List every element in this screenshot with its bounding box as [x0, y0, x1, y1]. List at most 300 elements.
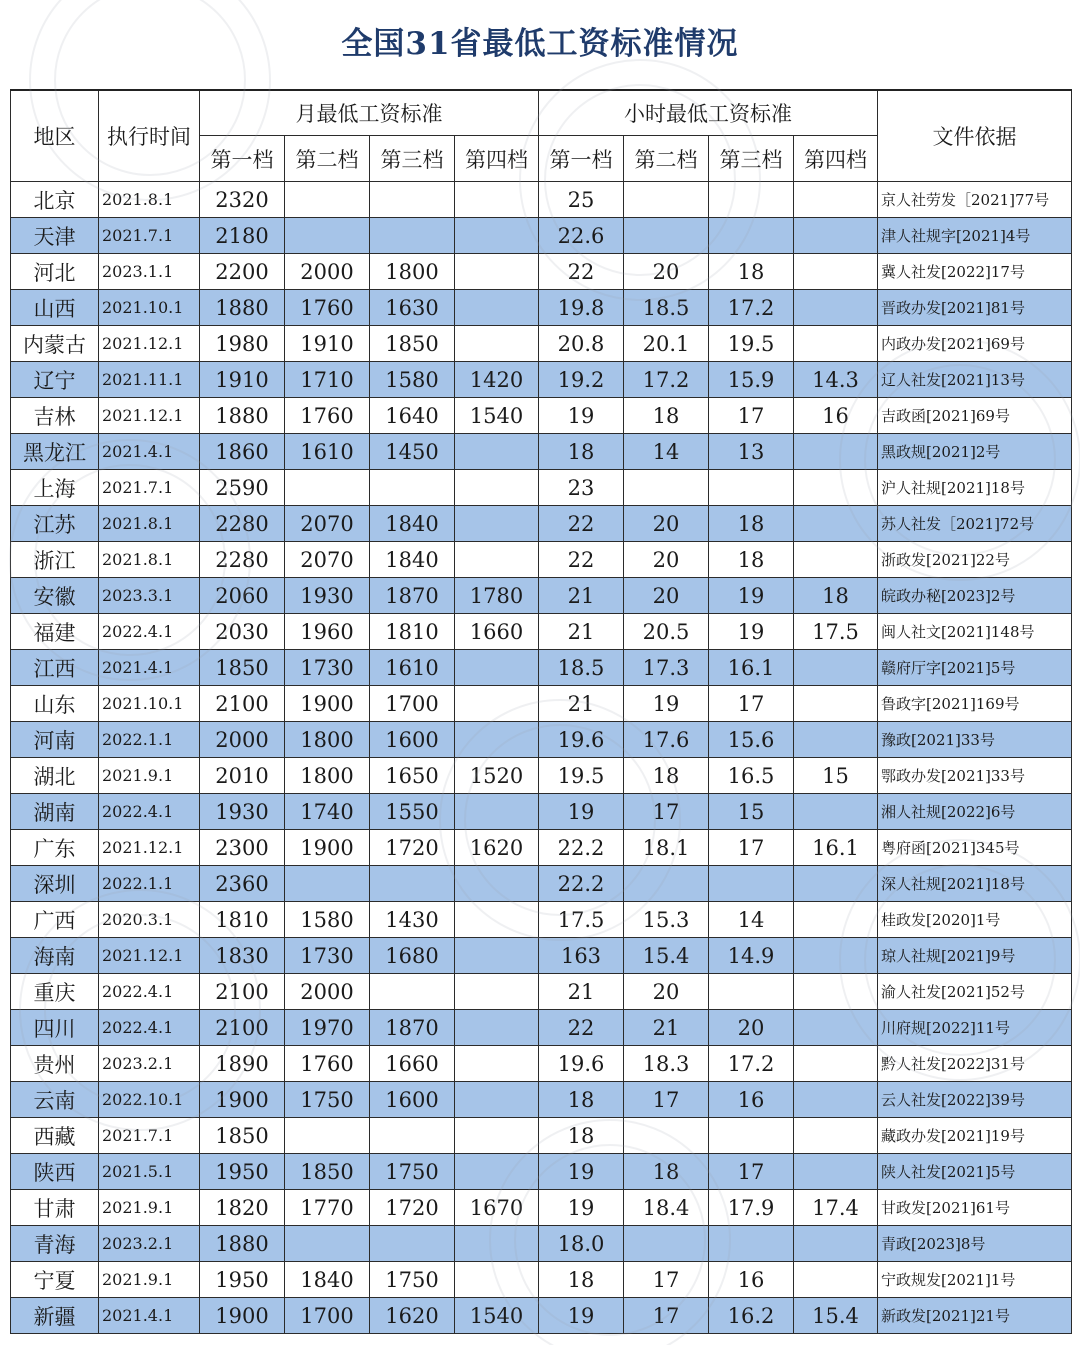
hourly-tier-4-cell — [794, 326, 878, 362]
date-cell: 2021.8.1 — [99, 506, 200, 542]
table-row — [11, 470, 1072, 506]
table-row — [11, 1154, 1072, 1190]
region-cell: 云南 — [11, 1082, 99, 1118]
hourly-tier-4-cell: 14.3 — [794, 362, 878, 398]
monthly-tier-3-cell — [370, 974, 455, 1010]
hourly-tier-4-cell — [794, 722, 878, 758]
date-cell: 2022.4.1 — [99, 974, 200, 1010]
hourly-tier-1-cell: 21 — [539, 686, 624, 722]
region-cell: 河北 — [11, 254, 99, 290]
monthly-tier-2-cell: 1910 — [285, 326, 370, 362]
hourly-tier-1-cell: 22.2 — [539, 830, 624, 866]
monthly-tier-3-cell: 1580 — [370, 362, 455, 398]
hourly-tier-2-cell: 18 — [624, 758, 709, 794]
hourly-tier-2-cell: 17 — [624, 1262, 709, 1298]
hourly-tier-2-cell: 14 — [624, 434, 709, 470]
monthly-tier-3-cell: 1600 — [370, 1082, 455, 1118]
hourly-tier-3-cell: 15.9 — [709, 362, 794, 398]
monthly-tier-3-cell: 1680 — [370, 938, 455, 974]
hourly-tier-4-cell: 18 — [794, 578, 878, 614]
monthly-tier-1-cell: 1850 — [200, 650, 285, 686]
monthly-tier-2-cell: 1740 — [285, 794, 370, 830]
table-row — [11, 722, 1072, 758]
hourly-tier-2-cell: 17.3 — [624, 650, 709, 686]
monthly-tier-2-cell: 2070 — [285, 506, 370, 542]
hourly-tier-3-cell — [709, 470, 794, 506]
monthly-tier-2-cell: 1700 — [285, 1298, 370, 1334]
monthly-tier-1-cell: 1880 — [200, 1226, 285, 1262]
hourly-tier-1-cell: 19 — [539, 794, 624, 830]
monthly-tier-1-cell: 2300 — [200, 830, 285, 866]
hourly-tier-1-cell: 19 — [539, 1190, 624, 1226]
table-row — [11, 290, 1072, 326]
date-cell: 2021.7.1 — [99, 218, 200, 254]
monthly-tier-3-cell: 1750 — [370, 1154, 455, 1190]
date-cell: 2023.1.1 — [99, 254, 200, 290]
monthly-tier-2-cell: 1900 — [285, 830, 370, 866]
hourly-tier-4-cell: 16.1 — [794, 830, 878, 866]
hourly-tier-1-cell: 22 — [539, 254, 624, 290]
monthly-tier-3-cell — [370, 866, 455, 902]
monthly-tier-1-cell: 1950 — [200, 1154, 285, 1190]
monthly-tier-1-cell: 2100 — [200, 974, 285, 1010]
date-cell: 2021.9.1 — [99, 1262, 200, 1298]
table-row — [11, 938, 1072, 974]
hourly-tier-4-cell — [794, 506, 878, 542]
hourly-tier-3-cell: 15.6 — [709, 722, 794, 758]
date-cell: 2021.11.1 — [99, 362, 200, 398]
monthly-tier-3-cell: 1430 — [370, 902, 455, 938]
hourly-tier-2-cell: 17.6 — [624, 722, 709, 758]
document-cell: 闽人社文[2021]148号 — [878, 614, 1072, 650]
hourly-tier-2-cell — [624, 1226, 709, 1262]
region-cell: 青海 — [11, 1226, 99, 1262]
hourly-tier-2-cell: 18 — [624, 398, 709, 434]
monthly-tier-3-cell: 1840 — [370, 506, 455, 542]
monthly-tier-3-cell: 1840 — [370, 542, 455, 578]
document-cell: 津人社规字[2021]4号 — [878, 218, 1072, 254]
header-date: 执行时间 — [99, 90, 200, 182]
monthly-tier-1-cell: 2360 — [200, 866, 285, 902]
monthly-tier-3-cell: 1720 — [370, 1190, 455, 1226]
monthly-tier-3-cell: 1850 — [370, 326, 455, 362]
monthly-tier-4-cell — [455, 650, 539, 686]
monthly-tier-1-cell: 2100 — [200, 1010, 285, 1046]
table-row — [11, 650, 1072, 686]
monthly-tier-4-cell — [455, 938, 539, 974]
hourly-tier-3-cell: 14.9 — [709, 938, 794, 974]
monthly-tier-2-cell: 1730 — [285, 938, 370, 974]
table-row — [11, 182, 1072, 218]
monthly-tier-2-cell — [285, 218, 370, 254]
monthly-tier-4-cell — [455, 254, 539, 290]
monthly-tier-3-cell: 1660 — [370, 1046, 455, 1082]
hourly-tier-3-cell: 16 — [709, 1082, 794, 1118]
document-cell: 琼人社规[2021]9号 — [878, 938, 1072, 974]
date-cell: 2021.9.1 — [99, 758, 200, 794]
document-cell: 浙政发[2021]22号 — [878, 542, 1072, 578]
hourly-tier-2-cell: 20 — [624, 578, 709, 614]
region-cell: 山东 — [11, 686, 99, 722]
hourly-tier-1-cell: 21 — [539, 974, 624, 1010]
hourly-tier-2-cell: 20 — [624, 542, 709, 578]
monthly-tier-4-cell — [455, 1010, 539, 1046]
monthly-tier-1-cell: 2010 — [200, 758, 285, 794]
date-cell: 2022.1.1 — [99, 722, 200, 758]
hourly-tier-4-cell — [794, 794, 878, 830]
hourly-tier-3-cell: 15 — [709, 794, 794, 830]
monthly-tier-2-cell: 1900 — [285, 686, 370, 722]
region-cell: 上海 — [11, 470, 99, 506]
document-cell: 陕人社发[2021]5号 — [878, 1154, 1072, 1190]
document-cell: 川府规[2022]11号 — [878, 1010, 1072, 1046]
date-cell: 2021.4.1 — [99, 434, 200, 470]
table-row — [11, 326, 1072, 362]
hourly-tier-2-cell: 19 — [624, 686, 709, 722]
monthly-tier-3-cell: 1720 — [370, 830, 455, 866]
document-cell: 苏人社发［2021]72号 — [878, 506, 1072, 542]
monthly-tier-4-cell — [455, 1226, 539, 1262]
table-row — [11, 578, 1072, 614]
hourly-tier-2-cell: 20 — [624, 254, 709, 290]
hourly-tier-3-cell: 16.5 — [709, 758, 794, 794]
hourly-tier-1-cell: 21 — [539, 614, 624, 650]
hourly-tier-3-cell: 17 — [709, 830, 794, 866]
monthly-tier-3-cell: 1550 — [370, 794, 455, 830]
hourly-tier-1-cell: 22.6 — [539, 218, 624, 254]
monthly-tier-4-cell: 1520 — [455, 758, 539, 794]
monthly-tier-3-cell — [370, 1118, 455, 1154]
table-row — [11, 1082, 1072, 1118]
monthly-tier-1-cell: 2200 — [200, 254, 285, 290]
monthly-tier-4-cell — [455, 470, 539, 506]
date-cell: 2021.7.1 — [99, 470, 200, 506]
header-hourly-tier-3: 第三档 — [709, 136, 794, 182]
region-cell: 四川 — [11, 1010, 99, 1046]
monthly-tier-4-cell — [455, 1262, 539, 1298]
header-monthly-tier-2: 第二档 — [285, 136, 370, 182]
monthly-tier-3-cell — [370, 218, 455, 254]
table-row — [11, 398, 1072, 434]
page-title: 全国31省最低工资标准情况 — [341, 26, 739, 62]
monthly-tier-3-cell — [370, 1226, 455, 1262]
monthly-tier-4-cell: 1670 — [455, 1190, 539, 1226]
monthly-tier-4-cell — [455, 506, 539, 542]
monthly-tier-2-cell: 1840 — [285, 1262, 370, 1298]
hourly-tier-3-cell — [709, 218, 794, 254]
monthly-tier-2-cell: 1800 — [285, 758, 370, 794]
monthly-tier-3-cell — [370, 470, 455, 506]
monthly-tier-4-cell: 1660 — [455, 614, 539, 650]
monthly-tier-3-cell: 1620 — [370, 1298, 455, 1334]
monthly-tier-4-cell — [455, 290, 539, 326]
document-cell: 新政发[2021]21号 — [878, 1298, 1072, 1334]
monthly-tier-1-cell: 2000 — [200, 722, 285, 758]
document-cell: 辽人社发[2021]13号 — [878, 362, 1072, 398]
region-cell: 宁夏 — [11, 1262, 99, 1298]
monthly-tier-3-cell: 1750 — [370, 1262, 455, 1298]
hourly-tier-3-cell: 17.9 — [709, 1190, 794, 1226]
hourly-tier-1-cell: 19.5 — [539, 758, 624, 794]
monthly-tier-3-cell: 1450 — [370, 434, 455, 470]
hourly-tier-2-cell: 18.1 — [624, 830, 709, 866]
region-cell: 吉林 — [11, 398, 99, 434]
monthly-tier-2-cell: 1800 — [285, 722, 370, 758]
hourly-tier-1-cell: 22.2 — [539, 866, 624, 902]
hourly-tier-1-cell: 25 — [539, 182, 624, 218]
hourly-tier-3-cell: 14 — [709, 902, 794, 938]
table-row — [11, 1046, 1072, 1082]
hourly-tier-2-cell — [624, 1118, 709, 1154]
monthly-tier-1-cell: 2180 — [200, 218, 285, 254]
monthly-tier-2-cell — [285, 866, 370, 902]
hourly-tier-4-cell: 17.4 — [794, 1190, 878, 1226]
monthly-tier-1-cell: 1880 — [200, 290, 285, 326]
hourly-tier-1-cell: 19.6 — [539, 722, 624, 758]
monthly-tier-3-cell — [370, 182, 455, 218]
monthly-tier-3-cell: 1600 — [370, 722, 455, 758]
monthly-tier-2-cell — [285, 470, 370, 506]
date-cell: 2023.3.1 — [99, 578, 200, 614]
date-cell: 2020.3.1 — [99, 902, 200, 938]
monthly-tier-4-cell — [455, 218, 539, 254]
monthly-tier-1-cell: 2280 — [200, 542, 285, 578]
hourly-tier-3-cell: 19 — [709, 578, 794, 614]
minimum-wage-table — [10, 89, 1072, 1334]
hourly-tier-4-cell — [794, 1154, 878, 1190]
monthly-tier-4-cell — [455, 902, 539, 938]
monthly-tier-2-cell — [285, 1118, 370, 1154]
hourly-tier-4-cell — [794, 434, 878, 470]
monthly-tier-1-cell: 1820 — [200, 1190, 285, 1226]
hourly-tier-1-cell: 19.6 — [539, 1046, 624, 1082]
monthly-tier-3-cell: 1810 — [370, 614, 455, 650]
region-cell: 江西 — [11, 650, 99, 686]
hourly-tier-1-cell: 19 — [539, 1154, 624, 1190]
hourly-tier-2-cell — [624, 866, 709, 902]
document-cell: 晋政办发[2021]81号 — [878, 290, 1072, 326]
hourly-tier-1-cell: 22 — [539, 506, 624, 542]
table-row — [11, 506, 1072, 542]
hourly-tier-2-cell: 20.1 — [624, 326, 709, 362]
monthly-tier-4-cell — [455, 686, 539, 722]
hourly-tier-4-cell — [794, 1262, 878, 1298]
hourly-tier-3-cell: 20 — [709, 1010, 794, 1046]
hourly-tier-1-cell: 19 — [539, 1298, 624, 1334]
table-row — [11, 902, 1072, 938]
hourly-tier-3-cell: 16 — [709, 1262, 794, 1298]
table-row — [11, 254, 1072, 290]
hourly-tier-3-cell — [709, 974, 794, 1010]
document-cell: 桂政发[2020]1号 — [878, 902, 1072, 938]
hourly-tier-4-cell — [794, 254, 878, 290]
hourly-tier-4-cell — [794, 686, 878, 722]
hourly-tier-4-cell — [794, 1046, 878, 1082]
monthly-tier-1-cell: 2320 — [200, 182, 285, 218]
table-row — [11, 362, 1072, 398]
monthly-tier-1-cell: 2100 — [200, 686, 285, 722]
hourly-tier-1-cell: 18 — [539, 434, 624, 470]
document-cell: 宁政规发[2021]1号 — [878, 1262, 1072, 1298]
monthly-tier-1-cell: 2060 — [200, 578, 285, 614]
document-cell: 藏政办发[2021]19号 — [878, 1118, 1072, 1154]
hourly-tier-3-cell: 19.5 — [709, 326, 794, 362]
monthly-tier-4-cell — [455, 434, 539, 470]
hourly-tier-4-cell — [794, 290, 878, 326]
date-cell: 2021.10.1 — [99, 686, 200, 722]
monthly-tier-4-cell — [455, 182, 539, 218]
hourly-tier-1-cell: 23 — [539, 470, 624, 506]
hourly-tier-3-cell — [709, 182, 794, 218]
region-cell: 陕西 — [11, 1154, 99, 1190]
document-cell: 吉政函[2021]69号 — [878, 398, 1072, 434]
monthly-tier-1-cell: 1890 — [200, 1046, 285, 1082]
hourly-tier-3-cell: 17 — [709, 1154, 794, 1190]
hourly-tier-1-cell: 18.0 — [539, 1226, 624, 1262]
date-cell: 2021.12.1 — [99, 830, 200, 866]
date-cell: 2021.8.1 — [99, 182, 200, 218]
table-row — [11, 866, 1072, 902]
date-cell: 2022.1.1 — [99, 866, 200, 902]
region-cell: 江苏 — [11, 506, 99, 542]
region-cell: 甘肃 — [11, 1190, 99, 1226]
hourly-tier-3-cell: 18 — [709, 254, 794, 290]
document-cell: 湘人社规[2022]6号 — [878, 794, 1072, 830]
region-cell: 广东 — [11, 830, 99, 866]
table-row — [11, 218, 1072, 254]
document-cell: 沪人社规[2021]18号 — [878, 470, 1072, 506]
document-cell: 云人社发[2022]39号 — [878, 1082, 1072, 1118]
monthly-tier-2-cell: 1960 — [285, 614, 370, 650]
hourly-tier-2-cell — [624, 182, 709, 218]
monthly-tier-4-cell — [455, 1046, 539, 1082]
header-doc: 文件依据 — [878, 90, 1072, 182]
date-cell: 2021.10.1 — [99, 290, 200, 326]
hourly-tier-4-cell — [794, 650, 878, 686]
header-hourly-tier-4: 第四档 — [794, 136, 878, 182]
hourly-tier-4-cell — [794, 974, 878, 1010]
hourly-tier-4-cell — [794, 902, 878, 938]
monthly-tier-2-cell: 1760 — [285, 1046, 370, 1082]
date-cell: 2021.9.1 — [99, 1190, 200, 1226]
monthly-tier-2-cell: 1770 — [285, 1190, 370, 1226]
document-cell: 黔人社发[2022]31号 — [878, 1046, 1072, 1082]
document-cell: 鄂政办发[2021]33号 — [878, 758, 1072, 794]
header-hourly: 小时最低工资标准 — [539, 90, 878, 136]
hourly-tier-2-cell: 17 — [624, 1298, 709, 1334]
hourly-tier-3-cell: 17.2 — [709, 290, 794, 326]
hourly-tier-2-cell: 18.5 — [624, 290, 709, 326]
hourly-tier-1-cell: 19 — [539, 398, 624, 434]
region-cell: 深圳 — [11, 866, 99, 902]
monthly-tier-2-cell: 1580 — [285, 902, 370, 938]
hourly-tier-2-cell: 18.4 — [624, 1190, 709, 1226]
monthly-tier-3-cell: 1870 — [370, 578, 455, 614]
hourly-tier-3-cell — [709, 866, 794, 902]
monthly-tier-2-cell: 2000 — [285, 974, 370, 1010]
monthly-tier-2-cell: 1710 — [285, 362, 370, 398]
region-cell: 浙江 — [11, 542, 99, 578]
date-cell: 2021.12.1 — [99, 938, 200, 974]
table-row — [11, 542, 1072, 578]
table-row — [11, 794, 1072, 830]
hourly-tier-2-cell: 18.3 — [624, 1046, 709, 1082]
monthly-tier-3-cell: 1800 — [370, 254, 455, 290]
hourly-tier-4-cell — [794, 866, 878, 902]
date-cell: 2022.4.1 — [99, 614, 200, 650]
date-cell: 2022.4.1 — [99, 794, 200, 830]
monthly-tier-2-cell — [285, 182, 370, 218]
monthly-tier-3-cell: 1640 — [370, 398, 455, 434]
monthly-tier-1-cell: 1930 — [200, 794, 285, 830]
monthly-tier-1-cell: 1810 — [200, 902, 285, 938]
hourly-tier-4-cell — [794, 1010, 878, 1046]
region-cell: 天津 — [11, 218, 99, 254]
hourly-tier-2-cell: 18 — [624, 1154, 709, 1190]
hourly-tier-1-cell: 21 — [539, 578, 624, 614]
monthly-tier-1-cell: 1910 — [200, 362, 285, 398]
date-cell: 2023.2.1 — [99, 1046, 200, 1082]
hourly-tier-1-cell: 19.8 — [539, 290, 624, 326]
document-cell: 鲁政字[2021]169号 — [878, 686, 1072, 722]
monthly-tier-3-cell: 1610 — [370, 650, 455, 686]
hourly-tier-2-cell: 17.2 — [624, 362, 709, 398]
document-cell: 豫政[2021]33号 — [878, 722, 1072, 758]
hourly-tier-3-cell — [709, 1118, 794, 1154]
monthly-tier-1-cell: 2280 — [200, 506, 285, 542]
region-cell: 黑龙江 — [11, 434, 99, 470]
hourly-tier-3-cell — [709, 1226, 794, 1262]
hourly-tier-4-cell: 15.4 — [794, 1298, 878, 1334]
table-row — [11, 686, 1072, 722]
date-cell: 2021.4.1 — [99, 650, 200, 686]
document-cell: 冀人社发[2022]17号 — [878, 254, 1072, 290]
header-hourly-tier-2: 第二档 — [624, 136, 709, 182]
hourly-tier-3-cell: 18 — [709, 542, 794, 578]
document-cell: 粤府函[2021]345号 — [878, 830, 1072, 866]
hourly-tier-2-cell: 20.5 — [624, 614, 709, 650]
document-cell: 皖政办秘[2023]2号 — [878, 578, 1072, 614]
region-cell: 贵州 — [11, 1046, 99, 1082]
hourly-tier-4-cell — [794, 1226, 878, 1262]
hourly-tier-4-cell — [794, 218, 878, 254]
hourly-tier-3-cell: 17 — [709, 686, 794, 722]
header-monthly-tier-4: 第四档 — [455, 136, 539, 182]
hourly-tier-2-cell: 20 — [624, 506, 709, 542]
header-region: 地区 — [11, 90, 99, 182]
region-cell: 山西 — [11, 290, 99, 326]
table-row — [11, 614, 1072, 650]
monthly-tier-2-cell: 1610 — [285, 434, 370, 470]
hourly-tier-1-cell: 163 — [539, 938, 624, 974]
table-row — [11, 1118, 1072, 1154]
monthly-tier-4-cell: 1620 — [455, 830, 539, 866]
monthly-tier-4-cell — [455, 1118, 539, 1154]
document-cell: 青政[2023]8号 — [878, 1226, 1072, 1262]
table-row — [11, 1226, 1072, 1262]
table-row — [11, 1010, 1072, 1046]
monthly-tier-1-cell: 1880 — [200, 398, 285, 434]
hourly-tier-1-cell: 22 — [539, 542, 624, 578]
document-cell: 京人社劳发［2021]77号 — [878, 182, 1072, 218]
date-cell: 2023.2.1 — [99, 1226, 200, 1262]
hourly-tier-2-cell: 17 — [624, 1082, 709, 1118]
region-cell: 内蒙古 — [11, 326, 99, 362]
hourly-tier-3-cell: 13 — [709, 434, 794, 470]
hourly-tier-1-cell: 18 — [539, 1262, 624, 1298]
monthly-tier-3-cell: 1650 — [370, 758, 455, 794]
hourly-tier-4-cell — [794, 182, 878, 218]
